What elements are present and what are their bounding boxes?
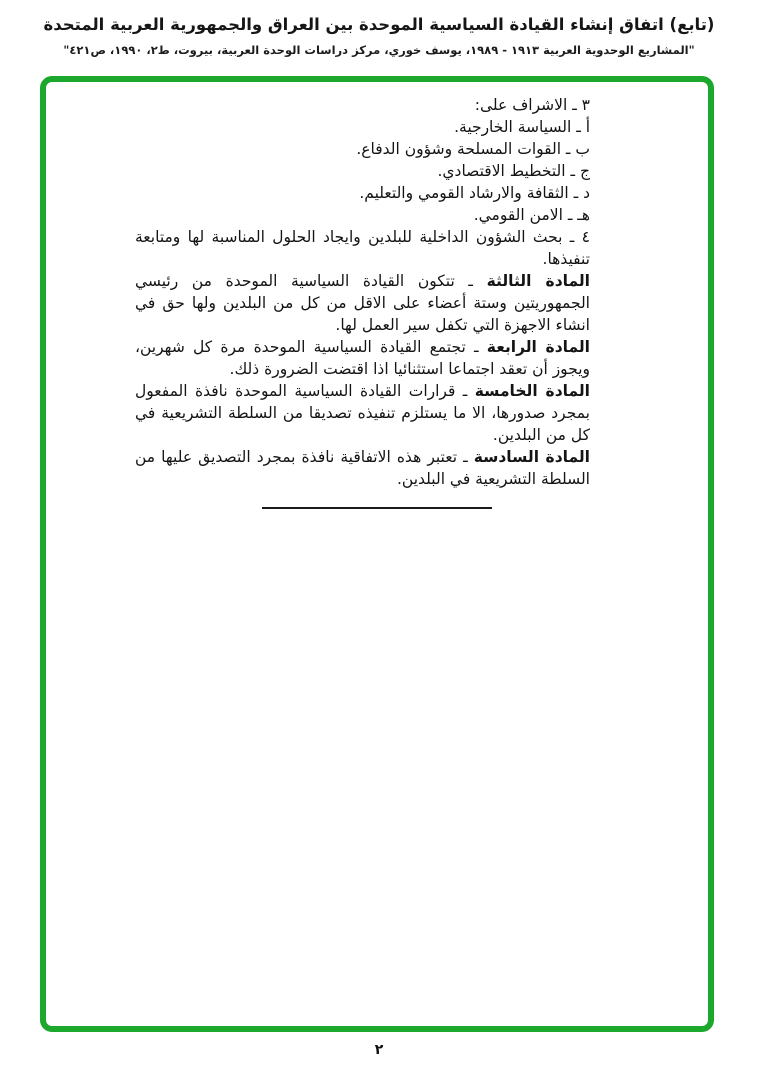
list-item-j bbox=[135, 160, 590, 182]
paragraph-text: ٣ ـ الاشراف على: bbox=[474, 96, 590, 114]
article-body bbox=[135, 94, 590, 509]
article-three bbox=[135, 270, 590, 336]
paragraph-text: ب ـ القوات المسلحة وشؤون الدفاع. bbox=[356, 140, 590, 158]
article-lead: المادة الخامسة bbox=[474, 382, 590, 400]
article-lead: المادة السادسة bbox=[473, 448, 590, 466]
paragraph-text: ـ قرارات القيادة السياسية الموحدة نافذة المفعول بمجرد صدورها، الا ما يستلزم تنفيذه تصديقا من السلطة التشريعية في كل من البلدين. bbox=[135, 382, 590, 444]
article-five bbox=[135, 380, 590, 446]
list-item-3 bbox=[135, 94, 590, 116]
document-title: (تابع) اتفاق إنشاء القيادة السياسية الموحدة بين العراق والجمهورية العربية المتحدة bbox=[43, 15, 715, 34]
article-lead: المادة الرابعة bbox=[486, 338, 590, 356]
paragraph-text: ـ تجتمع القيادة السياسية الموحدة مرة كل شهرين، ويجوز أن تعقد اجتماعا استثنائيا اذا اقتضت الضرورة ذلك. bbox=[135, 338, 590, 378]
list-item-4 bbox=[135, 226, 590, 270]
source-citation: "المشاريع الوحدوية العربية ١٩١٣ - ١٩٨٩، يوسف خوري، مركز دراسات الوحدة العربية، بيروت، ط٢، ١٩٩٠، ص٤٢١" bbox=[63, 43, 695, 57]
paragraph-text: ـ تتكون القيادة السياسية الموحدة من رئيسي الجمهوريتين وستة أعضاء على الاقل من كل من البلدين ولها حق في انشاء الاجهزة التي تكفل سير العمل لها. bbox=[135, 272, 590, 334]
paragraph-text: ج ـ التخطيط الاقتصادي. bbox=[437, 162, 590, 180]
article-lead: المادة الثالثة bbox=[486, 272, 590, 290]
paragraph-text: د ـ الثقافة والارشاد القومي والتعليم. bbox=[359, 184, 590, 202]
document-header bbox=[0, 12, 758, 59]
article-four bbox=[135, 336, 590, 380]
section-divider bbox=[262, 507, 492, 509]
paragraph-text: ـ تعتبر هذه الاتفاقية نافذة بمجرد التصديق عليها من السلطة التشريعية في البلدين. bbox=[135, 448, 590, 488]
page-number: ٢ bbox=[374, 1042, 384, 1058]
list-item-a bbox=[135, 116, 590, 138]
list-item-b bbox=[135, 138, 590, 160]
paragraph-text: ٤ ـ بحث الشؤون الداخلية للبلدين وايجاد الحلول المناسبة لها ومتابعة تنفيذها. bbox=[135, 228, 590, 268]
list-item-h bbox=[135, 204, 590, 226]
list-item-d bbox=[135, 182, 590, 204]
paragraph-text: هـ ـ الامن القومي. bbox=[473, 206, 590, 224]
article-six bbox=[135, 446, 590, 490]
paragraph-text: أ ـ السياسة الخارجية. bbox=[454, 118, 590, 136]
